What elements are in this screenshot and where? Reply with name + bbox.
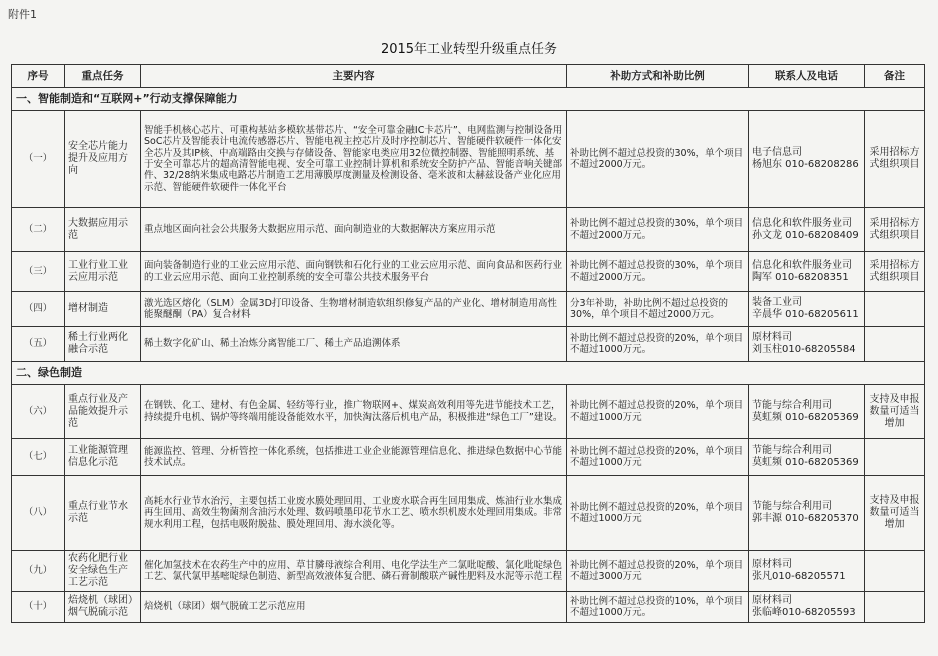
table-row [12, 385, 925, 439]
table-row [12, 111, 925, 208]
row-note [865, 439, 925, 476]
header-content: 主要内容 [141, 65, 567, 88]
row-contact: 信息化和软件服务业司 孙文龙 010-68208409 [749, 208, 865, 252]
table-row [12, 551, 925, 592]
row-content: 激光选区熔化（SLM）金属3D打印设备、生物增材制造软组织修复产品的产业化、增材制造用高性能聚醚酮（PA）复合材料 [141, 292, 567, 327]
tasks-table [11, 64, 925, 623]
row-content: 能源监控、管理、分析管控一体化系统，包括推进工业企业能源管理信息化、推进绿色数据中心节能技术试点。 [141, 439, 567, 476]
attachment-label: 附件1 [8, 8, 37, 21]
row-content: 在钢铁、化工、建材、有色金属、轻纺等行业，推广物联网+、煤炭高效利用等先进节能技术工艺，持续提升电机、锅炉等终端用能设备能效水平，加快淘汰落后机电产品，积极推进“绿色工厂”建设。 [141, 385, 567, 439]
row-contact: 节能与综合利用司 莫虹频 010-68205369 [749, 385, 865, 439]
table-row [12, 476, 925, 551]
row-note: 采用招标方式组织项目 [865, 252, 925, 292]
row-number: （四） [12, 292, 65, 327]
section-row [12, 88, 925, 111]
row-task: 大数据应用示范 [65, 208, 141, 252]
row-number: （二） [12, 208, 65, 252]
row-subsidy: 补助比例不超过总投资的20%，单个项目不超过1000万元。 [567, 327, 749, 362]
table-header-row [12, 65, 925, 88]
row-content: 催化加氢技术在农药生产中的应用、草甘膦母液综合利用、电化学法生产二氯吡啶酸、氯化吡啶绿色工艺、氯代氯甲基嘧啶绿色制造、新型高效液体复合肥、磷石膏制酸联产碱性肥料及水泥等示范工程 [141, 551, 567, 592]
header-contact: 联系人及电话 [749, 65, 865, 88]
row-subsidy: 补助比例不超过总投资的20%，单个项目不超过1000万元 [567, 385, 749, 439]
row-content: 面向装备制造行业的工业云应用示范、面向钢铁和石化行业的工业云应用示范、面向食品和医药行业的工业云应用示范、面向工业控制系统的安全可靠公共技术服务平台 [141, 252, 567, 292]
table-row [12, 439, 925, 476]
row-number: （一） [12, 111, 65, 208]
row-subsidy: 补助比例不超过总投资的30%，单个项目不超过2000万元。 [567, 208, 749, 252]
header-task: 重点任务 [65, 65, 141, 88]
row-task: 工业能源管理信息化示范 [65, 439, 141, 476]
row-number: （三） [12, 252, 65, 292]
row-note [865, 592, 925, 623]
row-contact: 原材料司 刘玉柱010-68205584 [749, 327, 865, 362]
row-task: 农药化肥行业安全绿色生产工艺示范 [65, 551, 141, 592]
row-note [865, 327, 925, 362]
row-subsidy: 补助比例不超过总投资的30%，单个项目不超过2000万元。 [567, 111, 749, 208]
table-row [12, 252, 925, 292]
row-contact: 电子信息司 杨旭东 010-68208286 [749, 111, 865, 208]
table-body [12, 88, 925, 623]
header-subsidy: 补助方式和补助比例 [567, 65, 749, 88]
table-row [12, 292, 925, 327]
row-number: （十） [12, 592, 65, 623]
row-note: 采用招标方式组织项目 [865, 208, 925, 252]
row-number: （七） [12, 439, 65, 476]
row-contact: 节能与综合利用司 郭丰源 010-68205370 [749, 476, 865, 551]
table-row [12, 208, 925, 252]
row-content: 稀土数字化矿山、稀土冶炼分离智能工厂、稀土产品追溯体系 [141, 327, 567, 362]
row-number: （五） [12, 327, 65, 362]
row-note [865, 292, 925, 327]
row-subsidy: 补助比例不超过总投资的20%，单个项目不超过1000万元 [567, 476, 749, 551]
row-subsidy: 分3年补助，补助比例不超过总投资的30%，单个项目不超过2000万元。 [567, 292, 749, 327]
table-row [12, 327, 925, 362]
header-note: 备注 [865, 65, 925, 88]
row-contact: 原材料司 张临峰010-68205593 [749, 592, 865, 623]
row-subsidy: 补助比例不超过总投资的20%，单个项目不超过3000万元 [567, 551, 749, 592]
row-task: 工业行业工业云应用示范 [65, 252, 141, 292]
section-title: 二、绿色制造 [12, 362, 925, 385]
row-task: 重点行业及产品能效提升示范 [65, 385, 141, 439]
row-task: 增材制造 [65, 292, 141, 327]
row-contact: 装备工业司 辛晨华 010-68205611 [749, 292, 865, 327]
row-subsidy: 补助比例不超过总投资的10%，单个项目不超过1000万元。 [567, 592, 749, 623]
row-number: （八） [12, 476, 65, 551]
row-note: 支持及申报数量可适当增加 [865, 385, 925, 439]
table-row [12, 592, 925, 623]
row-task: 重点行业节水示范 [65, 476, 141, 551]
row-contact: 信息化和软件服务业司 陶军 010-68208351 [749, 252, 865, 292]
row-content: 重点地区面向社会公共服务大数据应用示范、面向制造业的大数据解决方案应用示范 [141, 208, 567, 252]
row-content: 智能手机核心芯片、可重构基站多模软基带芯片、“安全可靠金融IC卡芯片”、电网监测与控制设备用SoC芯片及智能表计电流传感器芯片、智能电视主控芯片及时序控制芯片、智能硬件软硬件一体化安全芯片及其IP核、中高端路由交换与存储设备、智能家电类应用32位微控制器、智能照明系统、基于安全可靠芯片的超高清智能电视、安全可靠工业控制计算机和系统安全防护产品、智能音响关键部件、32/28纳米集成电路芯片制造工艺用薄膜厚度测量及检测设备、毫米波和太赫兹设备产业化应用示范、智能硬件软硬件一体化平台 [141, 111, 567, 208]
section-row [12, 362, 925, 385]
row-subsidy: 补助比例不超过总投资的30%，单个项目不超过2000万元。 [567, 252, 749, 292]
row-task: 稀土行业两化融合示范 [65, 327, 141, 362]
header-no: 序号 [12, 65, 65, 88]
row-content: 高耗水行业节水治污，主要包括工业废水膜处理回用、工业废水联合再生回用集成、炼油行业水集成再生回用、高效生物菌剂含油污水处理、数码喷墨印花节水工艺、喷水织机废水处理回用集成。非常规水利用工程，包括电吸附脱盐、膜处理回用、海水淡化等。 [141, 476, 567, 551]
row-number: （六） [12, 385, 65, 439]
row-contact: 原材料司 张凡010-68205571 [749, 551, 865, 592]
row-note: 采用招标方式组织项目 [865, 111, 925, 208]
row-task: 焙烧机（球团）烟气脱硫示范 [65, 592, 141, 623]
row-note: 支持及申报数量可适当增加 [865, 476, 925, 551]
row-number: （九） [12, 551, 65, 592]
row-contact: 节能与综合利用司 莫虹频 010-68205369 [749, 439, 865, 476]
section-title: 一、智能制造和“互联网+”行动支撑保障能力 [12, 88, 925, 111]
row-note [865, 551, 925, 592]
row-subsidy: 补助比例不超过总投资的20%，单个项目不超过1000万元 [567, 439, 749, 476]
row-task: 安全芯片能力提升及应用方向 [65, 111, 141, 208]
row-content: 焙烧机（球团）烟气脱硫工艺示范应用 [141, 592, 567, 623]
page-title: 2015年工业转型升级重点任务 [380, 42, 558, 57]
